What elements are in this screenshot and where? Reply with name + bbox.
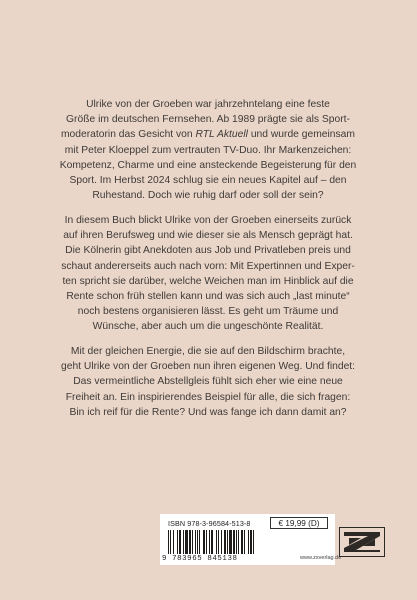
blurb-line: Sport. Im Herbst 2024 schlug sie ein neues Kapitel auf – den — [69, 175, 347, 187]
isbn-text: ISBN 978-3-96584-513-8 — [168, 519, 251, 528]
blurb-line: Die Kölnerin gibt Anekdoten aus Job und Privatleben preis und — [65, 245, 351, 257]
price-tag: € 19,99 (D) — [270, 517, 328, 529]
blurb-line: Ulrike von der Groeben war jahrzehntelang eine feste — [86, 99, 330, 110]
barcode-digits: 9 783965 845138 — [162, 555, 238, 563]
show-title: RTL Aktuell — [195, 129, 248, 141]
blurb-line: Mit der gleichen Energie, die sie auf den Bildschirm brachte, — [70, 346, 346, 357]
blurb-line: noch bestens organisieren lässt. Es geht um Träume und — [77, 306, 339, 318]
blurb-line: moderatorin das Gesicht von RTL Aktuell und wurde gemeinsam — [60, 129, 355, 141]
barcode-bars — [168, 530, 296, 554]
blurb-paragraph-3 — [55, 344, 361, 420]
blurb-line: auf ihren Berufsweg und wie dieser sie als Mensch geprägt hat. — [63, 230, 353, 242]
blurb-line: Das vermeintliche Abstellgleis fühlt sich eher wie eine neue — [73, 376, 343, 388]
blurb-paragraph-1 — [55, 97, 361, 203]
blurb-line: schaut andererseits auch nach vorn: Mit Expertinnen und Exper- — [61, 260, 355, 272]
zs-publisher-logo-icon — [339, 527, 385, 557]
blurb-line: ten spricht sie darüber, welche Weichen man im Hinblick auf die — [62, 275, 354, 287]
barcode-panel — [160, 514, 342, 565]
blurb-line: Größe im deutschen Fernsehen. Ab 1989 prägte sie als Sport- — [66, 114, 350, 126]
blurb-line: Kompetenz, Charme und eine ansteckende Begeisterung für den — [59, 159, 357, 171]
blurb-line: Ruhestand. Doch wie ruhig darf oder soll der sein? — [92, 190, 324, 202]
publisher-website: www.zsverlag.de — [300, 555, 342, 561]
blurb-line: Rente schon früh stellen kann und was sich auch „last minute“ — [66, 291, 350, 303]
blurb-line: In diesem Buch blickt Ulrike von der Groeben einerseits zurück — [64, 215, 352, 226]
blurb-line: mit Peter Kloeppel zum vertrauten TV-Duo. Ihr Markenzeichen: — [64, 144, 352, 156]
blurb-line: Bin ich reif für die Rente? Und was fange ich dann damit an? — [69, 406, 347, 418]
blurb-line: Freiheit an. Ein inspirierendes Beispiel für alle, die sich fragen: — [65, 391, 351, 403]
blurb-line: geht Ulrike von der Groeben nun ihren eigenen Weg. Und findet: — [60, 361, 356, 373]
blurb-paragraph-2 — [55, 213, 361, 335]
blurb-line: Wünsche, aber auch um die ungeschönte Realität. — [92, 321, 324, 333]
